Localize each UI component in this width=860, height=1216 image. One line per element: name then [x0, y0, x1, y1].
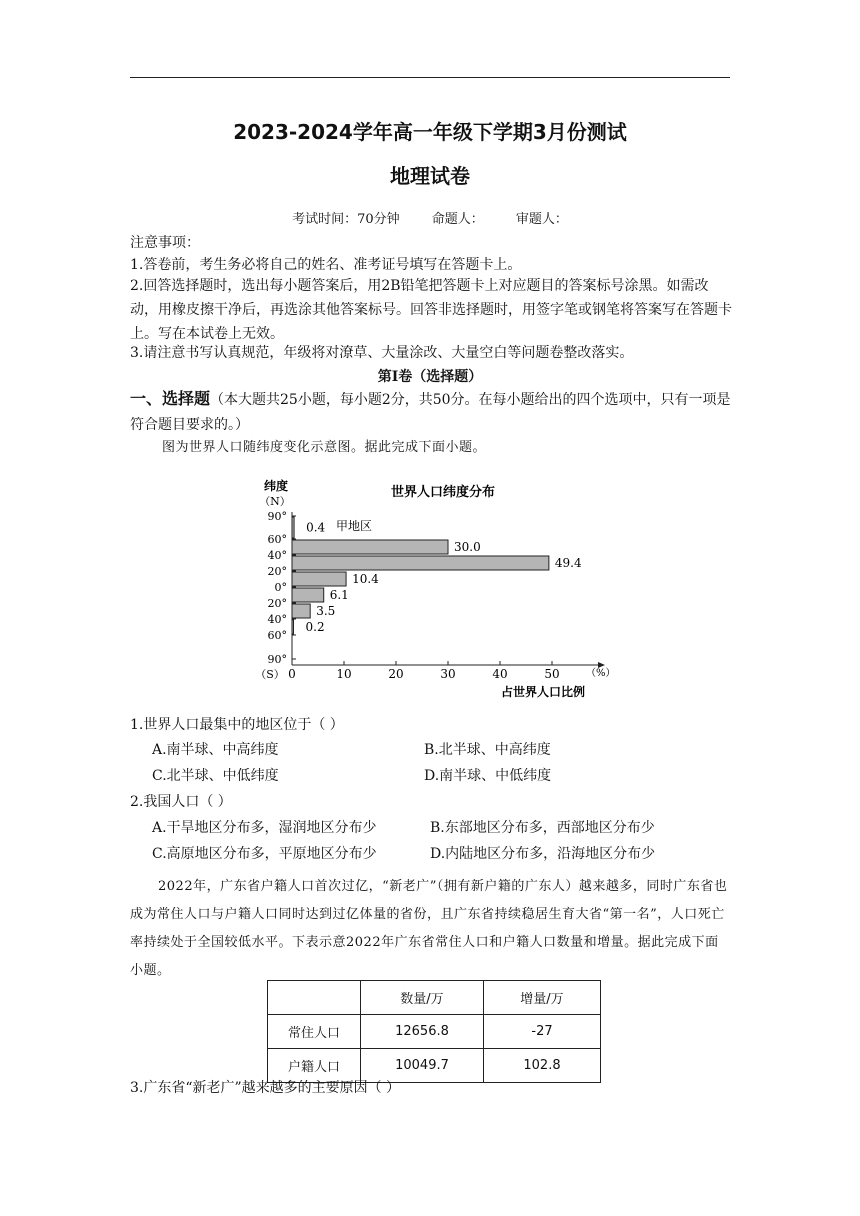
question-2-stem: 2.我国人口（ ）: [130, 794, 232, 810]
population-latitude-chart: [240, 468, 630, 708]
x-tick-label: 30: [440, 667, 456, 681]
y-tick-label: 40°: [267, 549, 287, 562]
bar-value-label: 30.0: [454, 540, 481, 554]
question-1-stem: 1.世界人口最集中的地区位于（ ）: [130, 717, 344, 733]
q1-option-b: B.北半球、中高纬度: [424, 742, 551, 758]
x-axis-unit: （%）: [586, 668, 616, 679]
question-3-stem: 3.广东省“新老广”越来越多的主要原因（ ）: [130, 1080, 401, 1096]
annotation-jia: 甲地区: [336, 519, 373, 533]
table-header-cell: 增量/万: [484, 981, 601, 1015]
x-axis-label: 占世界人口比例: [500, 685, 586, 699]
bar-2: [292, 556, 549, 570]
x-tick-label: 40: [492, 667, 508, 681]
bar-4: [292, 588, 324, 602]
exam-time: 考试时间：70分钟: [292, 212, 400, 227]
subject-title: 地理试卷: [390, 164, 470, 188]
q1-option-c: C.北半球、中低纬度: [152, 768, 279, 784]
x-tick-label: 20: [388, 667, 404, 681]
q2-option-a: A.干旱地区分布多，湿润地区分布少: [152, 820, 377, 836]
q2-option-c: C.高原地区分布多，平原地区分布少: [152, 846, 377, 862]
bar-value-label: 49.4: [554, 556, 582, 570]
bar-value-label: 6.1: [329, 588, 349, 602]
bar-5: [292, 604, 310, 618]
bar-value-label: 10.4: [352, 572, 379, 586]
y-tick-label: 40°: [267, 613, 287, 626]
y-tick-label: 20°: [267, 565, 287, 578]
setter: 命题人：: [431, 212, 484, 227]
bar-1: [292, 540, 448, 554]
bar-value-label: 3.5: [316, 604, 336, 618]
bar-6: [292, 620, 294, 634]
exam-title: 2023-2024学年高一年级下学期3月份测试: [233, 120, 627, 144]
chart-title: 世界人口纬度分布: [390, 485, 496, 500]
section-heading: [130, 386, 732, 438]
table-cell: 12656.8: [361, 1015, 484, 1049]
y-axis-label-s: （S）: [255, 668, 285, 681]
bar-value-label: 0.4: [306, 520, 326, 535]
intro-text-2: 2022年，广东省户籍人口首次过亿，“新老广”（拥有新户籍的广东人）越来越多，同时广东省也成为常住人口与户籍人口同时达到过亿体量的省份，且广东省持续稳居生育大省“第一名”，人口死亡率持续处于全国较低水平。下表示意2022年广东省常住人口和户籍人口数量和增量。据此完成下面小题。: [130, 879, 728, 978]
table-cell: -27: [484, 1015, 601, 1049]
table-cell: 102.8: [484, 1049, 601, 1083]
notice-item-2: 2.回答选择题时，选出每小题答案后，用2B铅笔把答题卡上对应题目的答案标号涂黑。如需改动，用橡皮擦干净后，再选涂其他答案标号。回答非选择题时，用签字笔或钢笔将答案写在答题卡上。写在本试卷上无效。: [130, 278, 732, 342]
table-header-cell: [268, 981, 361, 1015]
y-tick-label: 90°: [267, 510, 287, 523]
notice-item-3: 3.请注意书写认真规范，年级将对潦草、大量涂改、大量空白等问题卷整改落实。: [130, 345, 634, 361]
population-table: [267, 980, 601, 1083]
section-desc: （本大题共25小题，每小题2分，共50分。在每小题给出的四个选项中，只有一项是符合题目要求的。）: [130, 392, 731, 433]
x-tick-label: 0: [288, 667, 296, 681]
bar-value-label: 0.2: [305, 620, 325, 634]
q1-option-a: A.南半球、中高纬度: [152, 742, 279, 758]
section-label: 一、选择题: [130, 389, 211, 408]
bar-0: [292, 517, 294, 538]
y-axis-label-n: （N）: [259, 495, 291, 508]
top-rule: [130, 77, 730, 78]
reviewer: 审题人：: [515, 212, 568, 227]
x-tick-label: 50: [544, 667, 560, 681]
y-tick-label: 0°: [274, 581, 287, 594]
q2-option-d: D.内陆地区分布多，沿海地区分布少: [430, 846, 656, 862]
table-row: [268, 1015, 601, 1049]
x-tick-label: 10: [336, 667, 352, 681]
y-tick-label: 20°: [267, 597, 287, 610]
table-cell: 常住人口: [268, 1015, 361, 1049]
q1-option-d: D.南半球、中低纬度: [424, 768, 552, 784]
y-axis-label: 纬度: [263, 479, 289, 493]
table-header-cell: 数量/万: [361, 981, 484, 1015]
bar-3: [292, 572, 346, 586]
exam-meta: [0, 208, 860, 227]
intro-text-1: 图为世界人口随纬度变化示意图。据此完成下面小题。: [162, 440, 487, 455]
y-tick-label: 90°: [267, 653, 287, 666]
part1-title: 第Ⅰ卷（选择题）: [377, 369, 483, 385]
y-tick-label: 60°: [267, 629, 287, 642]
table-cell: 10049.7: [361, 1049, 484, 1083]
y-tick-label: 60°: [267, 533, 287, 546]
q2-option-b: B.东部地区分布多，西部地区分布少: [430, 820, 655, 836]
notice-item-1: 1.答卷前，考生务必将自己的姓名、准考证号填写在答题卡上。: [130, 257, 522, 273]
table-header-row: [268, 981, 601, 1015]
table-cell: 户籍人口: [268, 1049, 361, 1083]
notice-heading: 注意事项：: [130, 235, 200, 251]
